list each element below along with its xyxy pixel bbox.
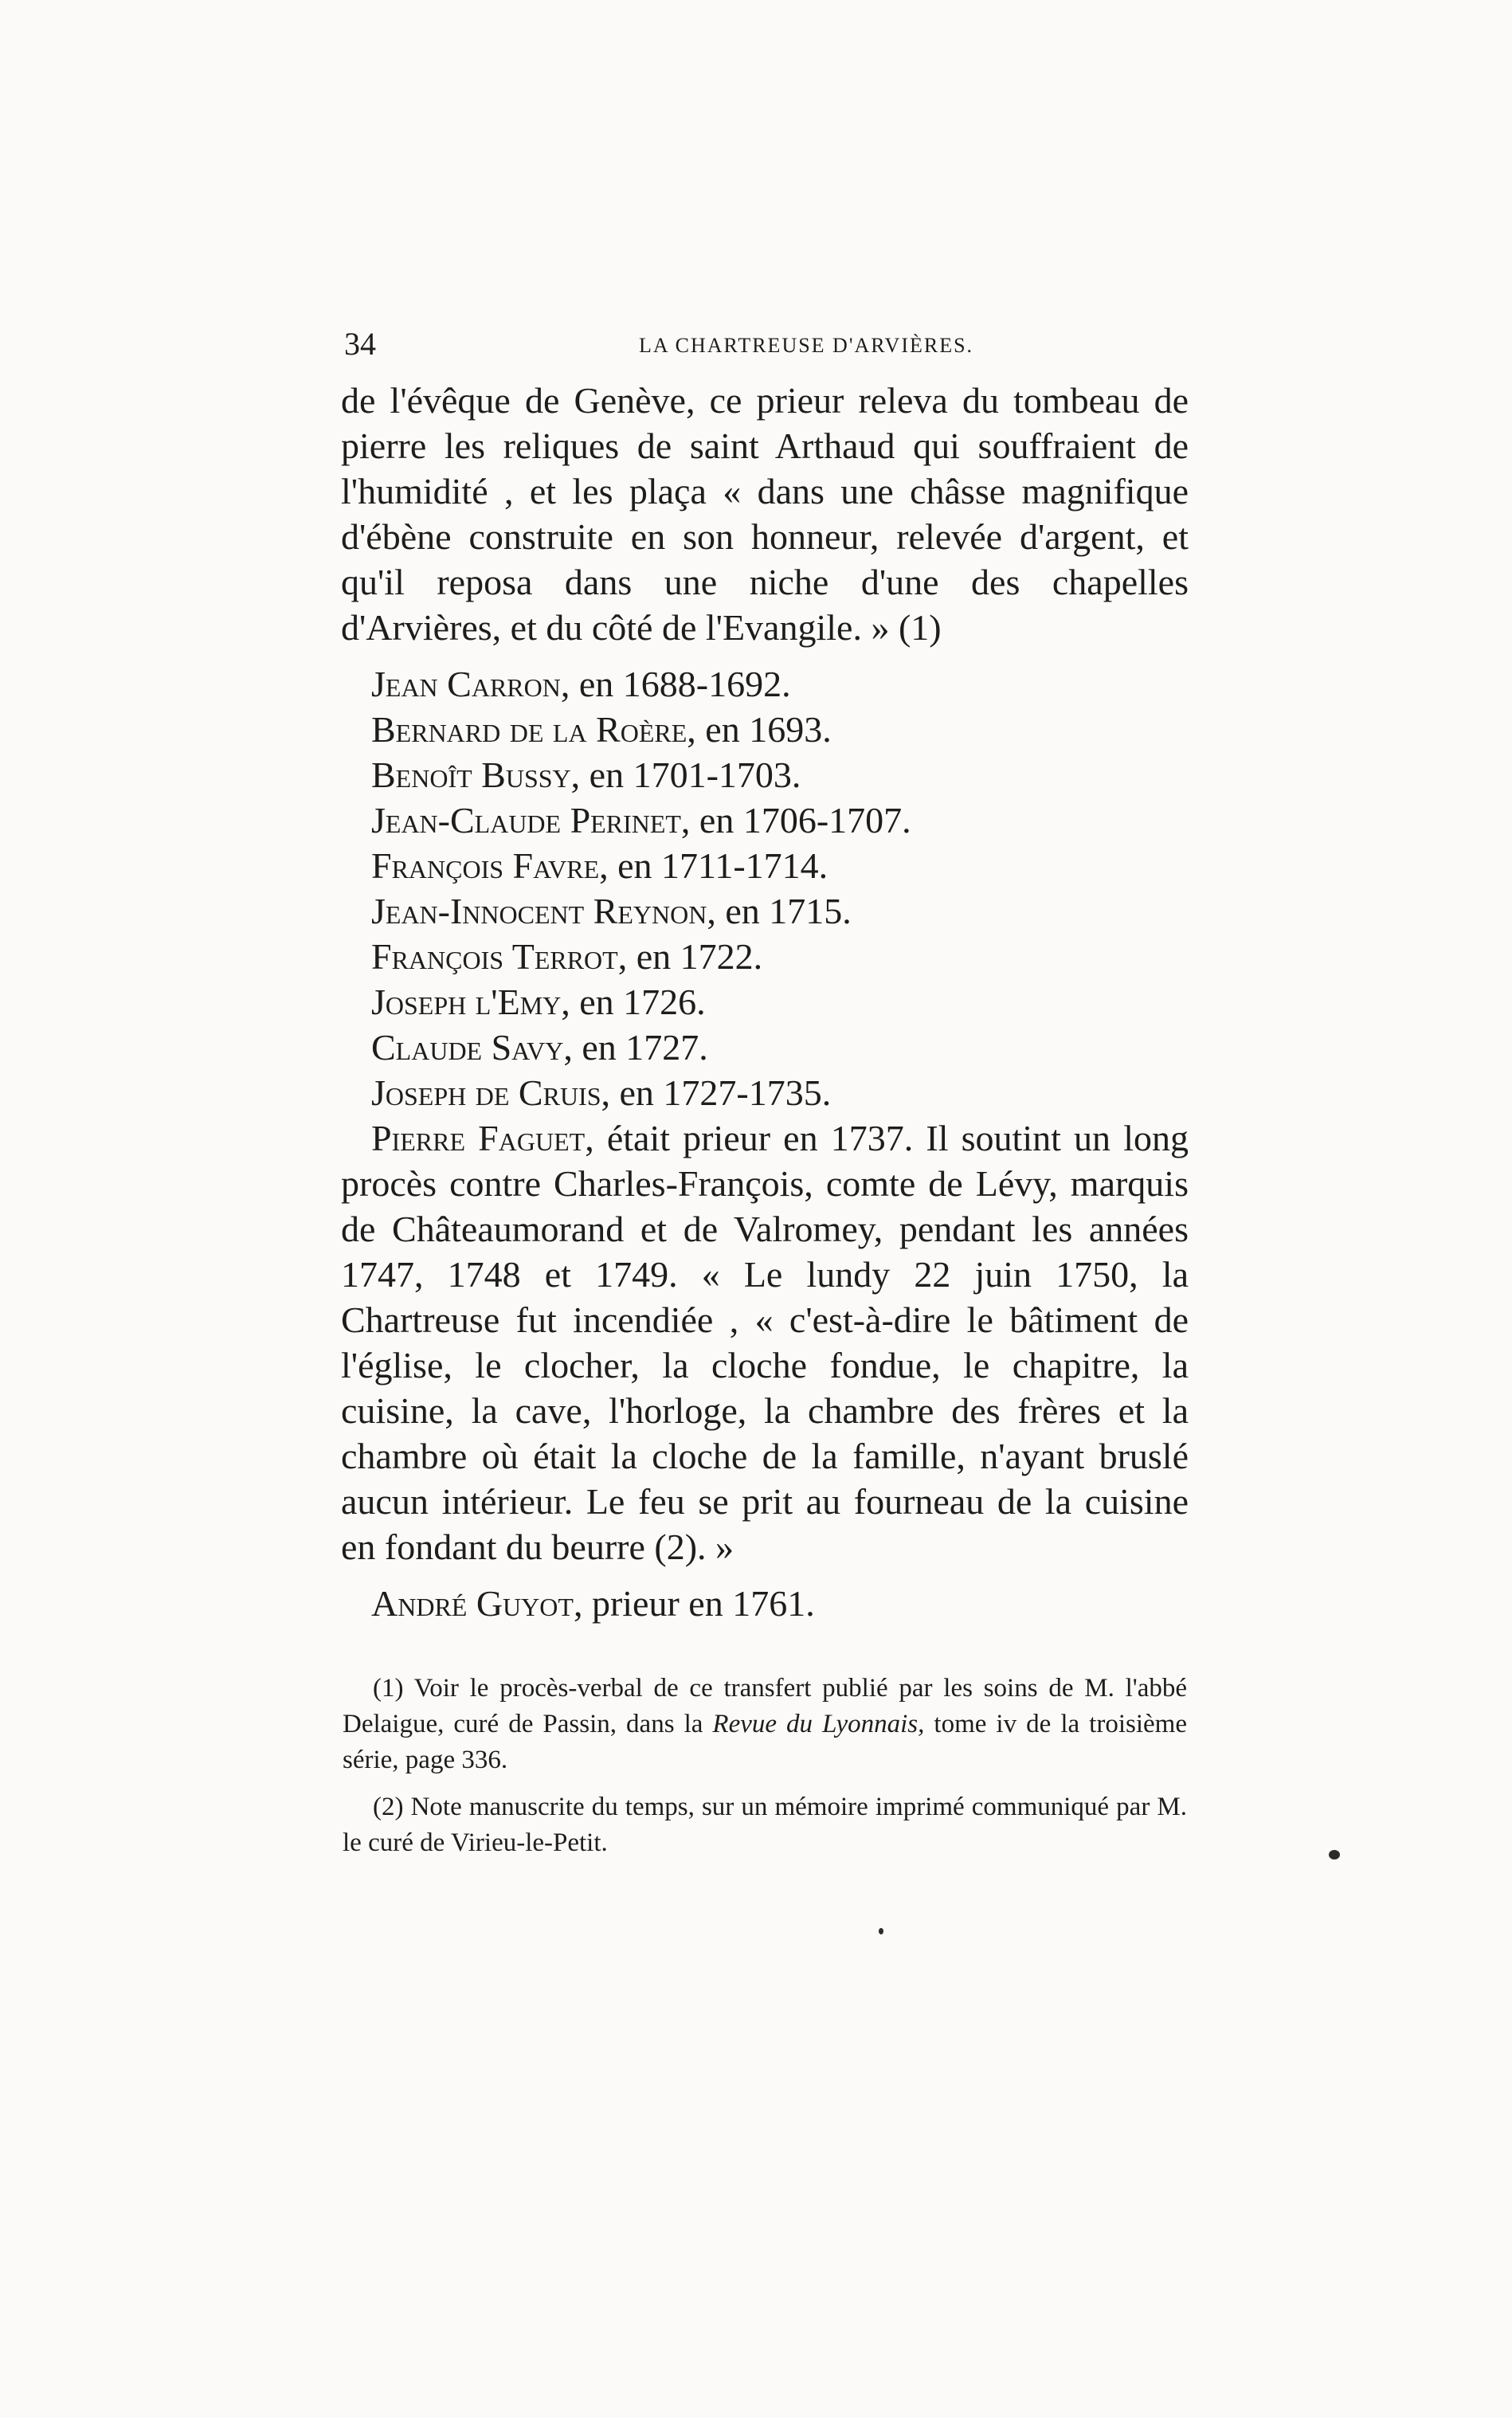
prior-name: Jean-Claude Perinet [371, 800, 681, 841]
footnote-1 [343, 1671, 1187, 1778]
body-text [341, 378, 1189, 1626]
prior-name: Bernard de la Roère [371, 709, 687, 750]
footnote-1-tail: tome iv de la troisième série, page 336. [343, 1710, 1187, 1774]
prior-name: Jean-Innocent Reynon [371, 891, 707, 931]
list-item [341, 707, 1189, 752]
page-number: 34 [344, 326, 376, 362]
prior-name: Claude Savy [371, 1027, 564, 1068]
prior-name: Jean Carron [371, 664, 561, 704]
ink-speck [1329, 1850, 1340, 1860]
prior-name: Pierre Faguet [371, 1118, 586, 1158]
prior-list [341, 661, 1189, 1115]
faguet-text: , était prieur en 1737. Il soutint un long procès contre Charles-François, comte de Lévy, marquis de Châteaumorand et de Valromey, pendant les années 1747, 1748 et 1749. « Le lundy 22 juin 1750, la Chartreuse fut incendiée , « c'est-à-dire le bâtiment de l'église, le clocher, la cloche fondue, le chapitre, la cuisine, la cave, l'horloge, la chambre des frères et la chambre où était la cloche de la famille, n'ayant bruslé aucun intérieur. Le feu se prit au fourneau de la cuisine en fondant du beurre (2). » [341, 1118, 1189, 1567]
list-item [341, 798, 1189, 843]
prior-date: , en 1711-1714. [599, 845, 828, 886]
prior-date: , en 1727. [563, 1027, 708, 1068]
prior-name: André Guyot [371, 1583, 574, 1624]
prior-date: , en 1706-1707. [680, 800, 911, 841]
prior-date: , en 1726. [561, 982, 706, 1022]
opening-paragraph: de l'évêque de Genève, ce prieur releva du tombeau de pierre les reliques de saint Arthaud qui souffraient de l'humidité , et les plaça « dans une châsse magnifique d'ébène construite en son honneur, relevée d'argent, et qu'il reposa dans une niche d'une des chapelles d'Arvières, et du côté de l'Evangile. » (1) [341, 380, 1189, 648]
footnotes [343, 1671, 1187, 1872]
list-item [341, 888, 1189, 934]
list-item [341, 934, 1189, 979]
running-head [344, 322, 1268, 370]
prior-date: , en 1701-1703. [570, 754, 801, 795]
list-item [341, 1070, 1189, 1115]
prior-name: Joseph l'Emy [371, 982, 562, 1022]
running-title: LA CHARTREUSE D'ARVIÈRES. [638, 334, 974, 357]
prior-date: , en 1722. [617, 936, 763, 977]
paragraph-gap [341, 1570, 1189, 1581]
prior-name: Joseph de Cruis [371, 1072, 601, 1113]
guyot-paragraph [341, 1581, 1189, 1626]
footnote-2: (2) Note manuscrite du temps, sur un mémoire imprimé communiqué par M. le curé de Virieu-le-Petit. [343, 1793, 1187, 1857]
prior-date: , en 1715. [707, 891, 852, 931]
journal-title: Revue du Lyonnais, [712, 1710, 925, 1738]
prior-name: François Terrot [371, 936, 618, 977]
prior-date: , en 1688-1692. [560, 664, 791, 704]
list-item [341, 843, 1189, 888]
list-item [341, 752, 1189, 798]
footnote-1-text: (1) Voir le procès-verbal de ce transfert publié par les soins de M. l'abbé Delaigue, curé de Passin, dans la [343, 1674, 1187, 1738]
prior-name: François Favre [371, 845, 600, 886]
list-item [341, 979, 1189, 1025]
list-item [341, 1025, 1189, 1070]
guyot-text: , prieur en 1761. [573, 1583, 815, 1624]
prior-date: , en 1727-1735. [601, 1072, 832, 1113]
list-item [341, 661, 1189, 707]
faguet-paragraph [341, 1115, 1189, 1570]
prior-date: , en 1693. [687, 709, 832, 750]
prior-name: Benoît Bussy [371, 754, 571, 795]
ink-speck [879, 1928, 883, 1934]
